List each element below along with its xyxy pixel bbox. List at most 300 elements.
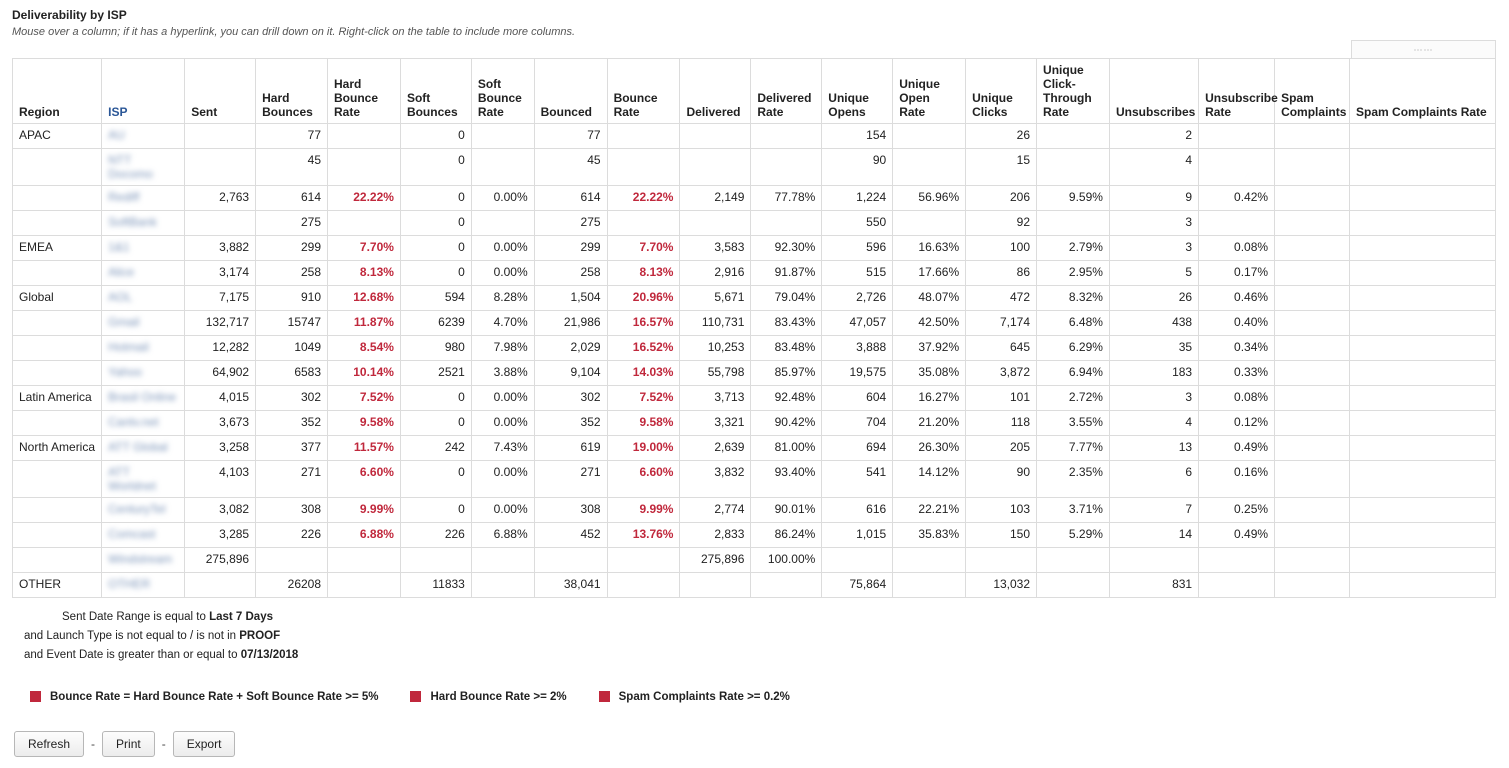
cell-isp[interactable]: [102, 149, 185, 186]
cell-hard-bounces: 6583: [256, 361, 328, 386]
cell-hard-bounce-rate: 6.88%: [328, 523, 401, 548]
legend-item: [599, 691, 790, 703]
cell-bounced: 38,041: [534, 573, 607, 598]
cell-unique-ctr: 6.29%: [1037, 336, 1110, 361]
col-hard-bounces[interactable]: Hard Bounces: [256, 59, 328, 124]
col-region[interactable]: Region: [13, 59, 102, 124]
cell-spam-complaints: [1275, 186, 1350, 211]
cell-unsubscribes: 26: [1109, 286, 1198, 311]
cell-delivered: 3,713: [680, 386, 751, 411]
cell-isp[interactable]: [102, 261, 185, 286]
cell-unsubscribe-rate: 0.42%: [1199, 186, 1275, 211]
table-row[interactable]: [13, 336, 1496, 361]
cell-delivered: 5,671: [680, 286, 751, 311]
cell-unsubscribe-rate: [1199, 573, 1275, 598]
cell-isp[interactable]: [102, 286, 185, 311]
cell-isp[interactable]: [102, 411, 185, 436]
cell-isp[interactable]: [102, 498, 185, 523]
cell-unique-opens: 154: [822, 124, 893, 149]
isp-name: Rediff: [108, 190, 140, 204]
cell-unique-ctr: 3.55%: [1037, 411, 1110, 436]
cell-isp[interactable]: [102, 361, 185, 386]
cell-soft-bounce-rate: 0.00%: [471, 411, 534, 436]
cell-isp[interactable]: [102, 336, 185, 361]
cell-sent: 12,282: [185, 336, 256, 361]
cell-unsubscribe-rate: 0.49%: [1199, 523, 1275, 548]
cell-unsubscribe-rate: 0.12%: [1199, 411, 1275, 436]
cell-isp[interactable]: [102, 573, 185, 598]
col-bounced[interactable]: Bounced: [534, 59, 607, 124]
cell-bounce-rate: [607, 149, 680, 186]
cell-hard-bounces: 910: [256, 286, 328, 311]
cell-hard-bounce-rate: [328, 548, 401, 573]
cell-delivered: 10,253: [680, 336, 751, 361]
cell-soft-bounce-rate: 6.88%: [471, 523, 534, 548]
isp-name: ATT Global: [108, 440, 168, 454]
table-row[interactable]: [13, 261, 1496, 286]
cell-bounced: 452: [534, 523, 607, 548]
cell-soft-bounce-rate: [471, 124, 534, 149]
cell-hard-bounces: 258: [256, 261, 328, 286]
isp-name: Hotmail: [108, 340, 149, 354]
cell-unique-open-rate: 16.27%: [893, 386, 966, 411]
cell-unique-open-rate: 56.96%: [893, 186, 966, 211]
cell-spam-rate: [1350, 386, 1496, 411]
table-row[interactable]: [13, 548, 1496, 573]
col-unsubscribes[interactable]: Unsubscribes: [1109, 59, 1198, 124]
cell-bounce-rate: [607, 124, 680, 149]
cell-bounce-rate: 9.58%: [607, 411, 680, 436]
cell-isp[interactable]: [102, 236, 185, 261]
table-row[interactable]: [13, 411, 1496, 436]
isp-name: NTT Docomo: [108, 153, 153, 181]
cell-unique-clicks: [966, 548, 1037, 573]
cell-unsubscribe-rate: 0.33%: [1199, 361, 1275, 386]
filter-line: [24, 646, 1509, 665]
filter-value: Last 7 Days: [209, 611, 273, 623]
cell-soft-bounces: 0: [400, 261, 471, 286]
cell-unsubscribes: 2: [1109, 124, 1198, 149]
cell-spam-rate: [1350, 548, 1496, 573]
table-row[interactable]: [13, 311, 1496, 336]
filter-label: and Launch Type is not equal to / is not in: [24, 629, 237, 642]
cell-sent: 64,902: [185, 361, 256, 386]
filter-label: Sent Date Range is equal to: [62, 611, 206, 623]
table-row[interactable]: [13, 523, 1496, 548]
cell-soft-bounce-rate: 7.98%: [471, 336, 534, 361]
cell-unique-ctr: [1037, 548, 1110, 573]
cell-isp[interactable]: [102, 311, 185, 336]
cell-unique-open-rate: [893, 124, 966, 149]
cell-unsubscribe-rate: 0.49%: [1199, 436, 1275, 461]
cell-region: OTHER: [13, 573, 102, 598]
cell-spam-rate: [1350, 461, 1496, 498]
cell-bounced: 77: [534, 124, 607, 149]
cell-hard-bounces: 77: [256, 124, 328, 149]
cell-spam-complaints: [1275, 124, 1350, 149]
cell-region: Latin America: [13, 386, 102, 411]
cell-unique-opens: 2,726: [822, 286, 893, 311]
isp-name: Cantv.net: [108, 415, 159, 429]
cell-soft-bounces: 0: [400, 149, 471, 186]
cell-hard-bounce-rate: 7.52%: [328, 386, 401, 411]
isp-name: OTHER: [108, 577, 151, 591]
cell-region: [13, 361, 102, 386]
cell-soft-bounce-rate: 0.00%: [471, 186, 534, 211]
col-soft-bounce-rate[interactable]: Soft Bounce Rate: [471, 59, 534, 124]
cell-region: [13, 261, 102, 286]
legend-swatch-icon: [410, 691, 421, 702]
cell-delivered: 2,639: [680, 436, 751, 461]
cell-unique-open-rate: 35.83%: [893, 523, 966, 548]
cell-unsubscribe-rate: 0.16%: [1199, 461, 1275, 498]
cell-hard-bounces: 45: [256, 149, 328, 186]
cell-unsubscribe-rate: 0.40%: [1199, 311, 1275, 336]
cell-delivered: 3,832: [680, 461, 751, 498]
cell-spam-rate: [1350, 411, 1496, 436]
col-unique-clicks[interactable]: Unique Clicks: [966, 59, 1037, 124]
cell-unsubscribes: 831: [1109, 573, 1198, 598]
col-bounce-rate[interactable]: Bounce Rate: [607, 59, 680, 124]
cell-unique-ctr: [1037, 124, 1110, 149]
cell-sent: 3,882: [185, 236, 256, 261]
cell-hard-bounce-rate: 6.60%: [328, 461, 401, 498]
table-row[interactable]: [13, 461, 1496, 498]
isp-name: Gmail: [108, 315, 140, 329]
cell-unique-open-rate: [893, 548, 966, 573]
page-subtitle: Mouse over a column; if it has a hyperlink, you can drill down on it. Right-click on the table to include more columns.: [12, 26, 576, 38]
cell-spam-complaints: [1275, 411, 1350, 436]
deliverability-table-wrap: [12, 44, 1496, 598]
cell-sent: [185, 124, 256, 149]
cell-hard-bounces: 15747: [256, 311, 328, 336]
cell-bounced: 614: [534, 186, 607, 211]
cell-unique-clicks: 26: [966, 124, 1037, 149]
cell-sent: [185, 573, 256, 598]
cell-unique-clicks: 86: [966, 261, 1037, 286]
page-title: Deliverability by ISP: [12, 8, 127, 22]
cell-delivered-rate: 91.87%: [751, 261, 822, 286]
cell-sent: 4,015: [185, 386, 256, 411]
isp-name: Brasil Online: [108, 390, 177, 404]
table-row[interactable]: [13, 573, 1496, 598]
cell-delivered: [680, 149, 751, 186]
cell-unique-ctr: 7.77%: [1037, 436, 1110, 461]
cell-unique-opens: 616: [822, 498, 893, 523]
cell-unique-ctr: 2.35%: [1037, 461, 1110, 498]
cell-isp[interactable]: [102, 548, 185, 573]
table-row[interactable]: [13, 211, 1496, 236]
cell-bounce-rate: 16.57%: [607, 311, 680, 336]
isp-name: 1&1: [108, 240, 130, 254]
cell-isp[interactable]: [102, 436, 185, 461]
header-row: [13, 59, 1496, 124]
cell-hard-bounce-rate: 8.54%: [328, 336, 401, 361]
isp-name: AU: [108, 128, 125, 142]
isp-name: SoftBank: [108, 215, 157, 229]
cell-hard-bounce-rate: 10.14%: [328, 361, 401, 386]
cell-soft-bounces: 0: [400, 211, 471, 236]
cell-hard-bounces: 299: [256, 236, 328, 261]
cell-sent: [185, 149, 256, 186]
cell-delivered: 275,896: [680, 548, 751, 573]
cell-delivered-rate: 100.00%: [751, 548, 822, 573]
cell-unsubscribes: 183: [1109, 361, 1198, 386]
cell-bounce-rate: 16.52%: [607, 336, 680, 361]
print-button[interactable]: Print: [102, 731, 155, 757]
cell-unsubscribe-rate: 0.08%: [1199, 236, 1275, 261]
col-isp[interactable]: ISP: [102, 59, 185, 124]
cell-bounce-rate: 19.00%: [607, 436, 680, 461]
action-buttons: [14, 731, 1509, 757]
cell-bounced: 9,104: [534, 361, 607, 386]
cell-unsubscribes: 14: [1109, 523, 1198, 548]
cell-bounced: 352: [534, 411, 607, 436]
cell-spam-rate: [1350, 523, 1496, 548]
cell-hard-bounces: 352: [256, 411, 328, 436]
cell-unique-opens: 604: [822, 386, 893, 411]
cell-soft-bounces: 594: [400, 286, 471, 311]
cell-unique-open-rate: 16.63%: [893, 236, 966, 261]
cell-soft-bounces: 0: [400, 236, 471, 261]
col-unique-click-through-rate[interactable]: Unique Click-Through Rate: [1037, 59, 1110, 124]
cell-unique-ctr: 2.79%: [1037, 236, 1110, 261]
cell-delivered-rate: 85.97%: [751, 361, 822, 386]
cell-unsubscribes: 4: [1109, 411, 1198, 436]
cell-hard-bounce-rate: 7.70%: [328, 236, 401, 261]
cell-spam-rate: [1350, 211, 1496, 236]
cell-spam-complaints: [1275, 286, 1350, 311]
cell-unique-ctr: 6.94%: [1037, 361, 1110, 386]
cell-delivered-rate: 83.48%: [751, 336, 822, 361]
cell-isp[interactable]: [102, 523, 185, 548]
cell-unique-clicks: 118: [966, 411, 1037, 436]
cell-isp[interactable]: [102, 186, 185, 211]
cell-sent: 3,174: [185, 261, 256, 286]
cell-soft-bounces: 0: [400, 461, 471, 498]
cell-spam-rate: [1350, 236, 1496, 261]
cell-hard-bounces: 302: [256, 386, 328, 411]
cell-unique-opens: 550: [822, 211, 893, 236]
cell-unique-opens: [822, 548, 893, 573]
isp-name: AOL: [108, 290, 133, 304]
refresh-button[interactable]: Refresh: [14, 731, 84, 757]
cell-spam-complaints: [1275, 336, 1350, 361]
column-resize-grip[interactable]: [1351, 40, 1496, 58]
isp-name: Windstream: [108, 552, 173, 566]
cell-bounce-rate: [607, 211, 680, 236]
table-row[interactable]: [13, 149, 1496, 186]
cell-spam-complaints: [1275, 361, 1350, 386]
cell-spam-rate: [1350, 436, 1496, 461]
cell-spam-complaints: [1275, 498, 1350, 523]
table-row[interactable]: [13, 498, 1496, 523]
col-unique-opens[interactable]: Unique Opens: [822, 59, 893, 124]
cell-hard-bounces: 271: [256, 461, 328, 498]
cell-unsubscribes: 13: [1109, 436, 1198, 461]
isp-name: Comcast: [108, 527, 156, 541]
cell-soft-bounce-rate: 0.00%: [471, 498, 534, 523]
cell-spam-complaints: [1275, 386, 1350, 411]
cell-delivered-rate: 79.04%: [751, 286, 822, 311]
cell-hard-bounce-rate: 11.87%: [328, 311, 401, 336]
cell-unique-clicks: 205: [966, 436, 1037, 461]
cell-delivered: [680, 124, 751, 149]
col-spam-complaints-rate[interactable]: Spam Complaints Rate: [1350, 59, 1496, 124]
cell-unique-open-rate: [893, 149, 966, 186]
cell-unique-ctr: 9.59%: [1037, 186, 1110, 211]
cell-unsubscribes: 438: [1109, 311, 1198, 336]
cell-delivered-rate: 92.30%: [751, 236, 822, 261]
cell-delivered-rate: 77.78%: [751, 186, 822, 211]
cell-region: [13, 211, 102, 236]
cell-unique-clicks: 13,032: [966, 573, 1037, 598]
cell-soft-bounce-rate: 4.70%: [471, 311, 534, 336]
cell-spam-rate: [1350, 186, 1496, 211]
cell-unsubscribe-rate: [1199, 124, 1275, 149]
cell-delivered-rate: 90.01%: [751, 498, 822, 523]
cell-spam-complaints: [1275, 261, 1350, 286]
cell-isp[interactable]: [102, 461, 185, 498]
cell-spam-complaints: [1275, 461, 1350, 498]
cell-spam-complaints: [1275, 311, 1350, 336]
cell-sent: 3,082: [185, 498, 256, 523]
cell-sent: 3,673: [185, 411, 256, 436]
cell-bounce-rate: 8.13%: [607, 261, 680, 286]
cell-bounced: [534, 548, 607, 573]
cell-unsubscribes: 9: [1109, 186, 1198, 211]
cell-unique-opens: 704: [822, 411, 893, 436]
cell-spam-rate: [1350, 573, 1496, 598]
col-unsubscribe-rate[interactable]: Unsubscribe Rate: [1199, 59, 1275, 124]
cell-isp[interactable]: [102, 124, 185, 149]
col-sent[interactable]: Sent: [185, 59, 256, 124]
cell-bounce-rate: 14.03%: [607, 361, 680, 386]
cell-soft-bounce-rate: [471, 548, 534, 573]
col-delivered[interactable]: Delivered: [680, 59, 751, 124]
cell-sent: 4,103: [185, 461, 256, 498]
cell-soft-bounce-rate: [471, 149, 534, 186]
cell-unique-ctr: 2.95%: [1037, 261, 1110, 286]
cell-delivered-rate: [751, 573, 822, 598]
cell-unsubscribes: 3: [1109, 211, 1198, 236]
cell-region: [13, 311, 102, 336]
cell-sent: 132,717: [185, 311, 256, 336]
cell-sent: 2,763: [185, 186, 256, 211]
cell-delivered: 2,833: [680, 523, 751, 548]
deliverability-table[interactable]: [12, 58, 1496, 598]
cell-hard-bounce-rate: 11.57%: [328, 436, 401, 461]
cell-spam-complaints: [1275, 211, 1350, 236]
cell-bounce-rate: 7.52%: [607, 386, 680, 411]
cell-unique-open-rate: 21.20%: [893, 411, 966, 436]
cell-hard-bounces: 226: [256, 523, 328, 548]
cell-region: [13, 523, 102, 548]
cell-spam-complaints: [1275, 149, 1350, 186]
cell-spam-rate: [1350, 286, 1496, 311]
cell-unique-open-rate: 14.12%: [893, 461, 966, 498]
cell-hard-bounces: 275: [256, 211, 328, 236]
cell-region: [13, 186, 102, 211]
cell-unsubscribe-rate: 0.08%: [1199, 386, 1275, 411]
cell-hard-bounce-rate: [328, 211, 401, 236]
cell-spam-complaints: [1275, 548, 1350, 573]
cell-soft-bounces: [400, 548, 471, 573]
cell-bounce-rate: 9.99%: [607, 498, 680, 523]
cell-region: Global: [13, 286, 102, 311]
cell-sent: 3,285: [185, 523, 256, 548]
table-row[interactable]: [13, 186, 1496, 211]
cell-unsubscribes: 4: [1109, 149, 1198, 186]
table-row[interactable]: [13, 386, 1496, 411]
cell-delivered-rate: 90.42%: [751, 411, 822, 436]
cell-region: [13, 461, 102, 498]
cell-region: [13, 498, 102, 523]
cell-soft-bounces: 980: [400, 336, 471, 361]
cell-bounce-rate: 6.60%: [607, 461, 680, 498]
cell-soft-bounce-rate: [471, 211, 534, 236]
cell-soft-bounce-rate: 0.00%: [471, 386, 534, 411]
cell-delivered-rate: [751, 211, 822, 236]
cell-spam-complaints: [1275, 523, 1350, 548]
cell-hard-bounce-rate: 22.22%: [328, 186, 401, 211]
col-delivered-rate[interactable]: Delivered Rate: [751, 59, 822, 124]
table-row[interactable]: [13, 361, 1496, 386]
cell-delivered: [680, 211, 751, 236]
cell-isp[interactable]: [102, 386, 185, 411]
cell-unsubscribe-rate: [1199, 211, 1275, 236]
separator-1: -: [91, 736, 96, 751]
cell-spam-rate: [1350, 149, 1496, 186]
col-unique-open-rate[interactable]: Unique Open Rate: [893, 59, 966, 124]
cell-delivered: 3,321: [680, 411, 751, 436]
cell-delivered-rate: [751, 149, 822, 186]
cell-region: APAC: [13, 124, 102, 149]
cell-isp[interactable]: [102, 211, 185, 236]
col-hard-bounce-rate[interactable]: Hard Bounce Rate: [328, 59, 401, 124]
legend-swatch-icon: [30, 691, 41, 702]
cell-unique-opens: 1,015: [822, 523, 893, 548]
cell-soft-bounces: 0: [400, 186, 471, 211]
filter-value: 07/13/2018: [240, 648, 299, 661]
table-row[interactable]: [13, 436, 1496, 461]
cell-unique-ctr: [1037, 573, 1110, 598]
cell-unsubscribe-rate: [1199, 149, 1275, 186]
cell-delivered: 2,774: [680, 498, 751, 523]
col-soft-bounces[interactable]: Soft Bounces: [400, 59, 471, 124]
cell-unique-ctr: [1037, 149, 1110, 186]
table-row[interactable]: [13, 286, 1496, 311]
cell-bounced: 619: [534, 436, 607, 461]
cell-unique-open-rate: 17.66%: [893, 261, 966, 286]
cell-bounce-rate: 20.96%: [607, 286, 680, 311]
cell-unique-opens: 90: [822, 149, 893, 186]
cell-hard-bounces: 1049: [256, 336, 328, 361]
isp-name: CenturyTel: [108, 502, 166, 516]
cell-delivered-rate: 86.24%: [751, 523, 822, 548]
cell-bounced: 1,504: [534, 286, 607, 311]
col-spam-complaints[interactable]: Spam Complaints: [1275, 59, 1350, 124]
cell-unique-ctr: 5.29%: [1037, 523, 1110, 548]
cell-unique-clicks: 15: [966, 149, 1037, 186]
cell-delivered: 110,731: [680, 311, 751, 336]
table-row[interactable]: [13, 236, 1496, 261]
cell-spam-rate: [1350, 336, 1496, 361]
cell-unique-ctr: [1037, 211, 1110, 236]
cell-region: [13, 336, 102, 361]
export-button[interactable]: Export: [173, 731, 236, 757]
table-row[interactable]: [13, 124, 1496, 149]
